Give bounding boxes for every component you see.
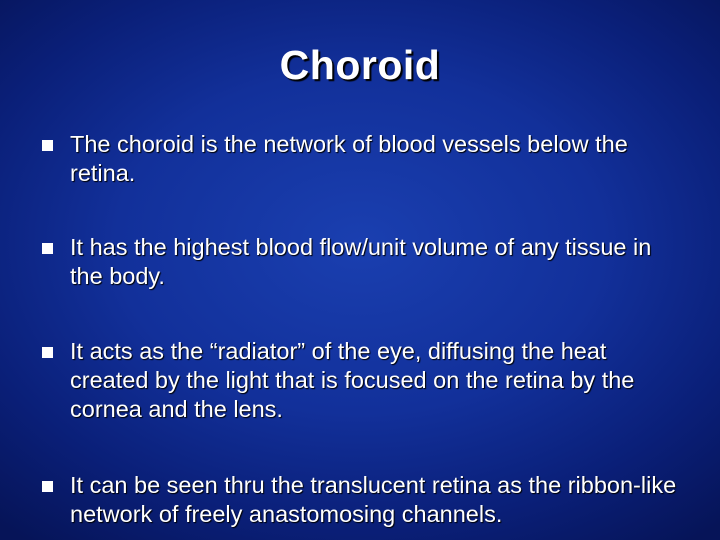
square-bullet-icon	[42, 481, 53, 492]
square-bullet-icon	[42, 347, 53, 358]
square-bullet-icon	[42, 243, 53, 254]
bullet-text: It acts as the “radiator” of the eye, diffusing the heat created by the light that is focused on the retina by the cornea and the lens.	[70, 338, 635, 422]
slide-title: Choroid	[279, 42, 441, 88]
square-bullet-icon	[42, 140, 53, 151]
bullet-text: It can be seen thru the translucent retina as the ribbon-like network of freely anastomosing channels.	[70, 472, 677, 527]
bullet-text: It has the highest blood flow/unit volume of any tissue in the body.	[70, 234, 652, 289]
bullet-text: The choroid is the network of blood vessels below the retina.	[70, 131, 628, 186]
